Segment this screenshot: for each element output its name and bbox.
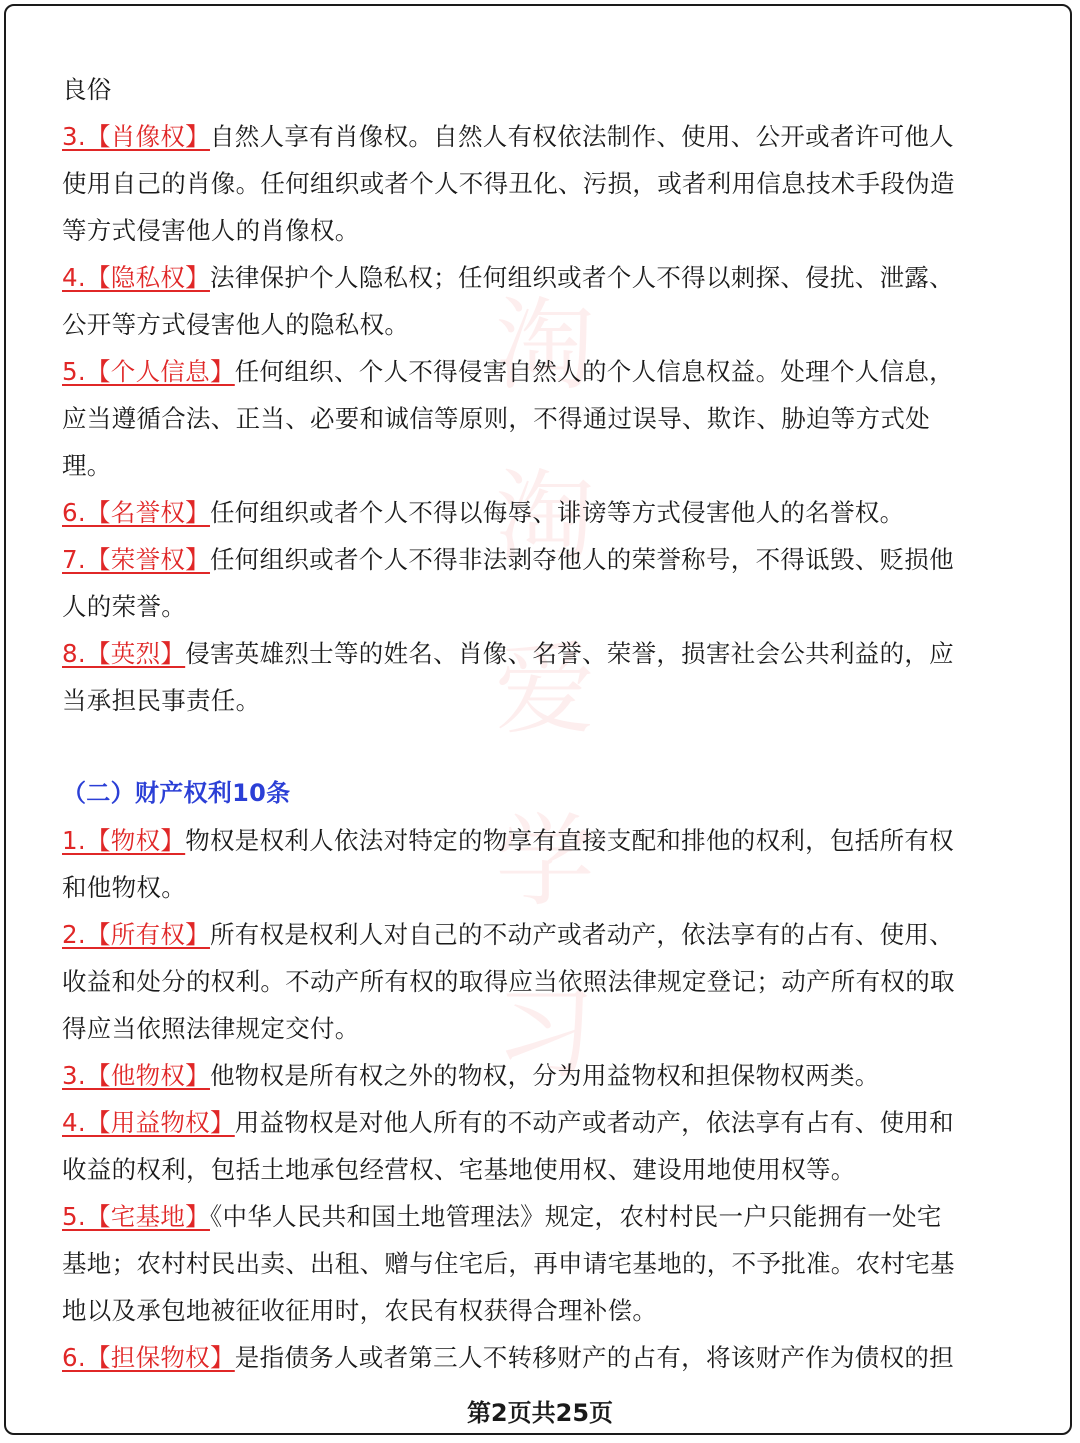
line-text: 侵害英雄烈士等的姓名、肖像、名誉、荣誉，损害社会公共利益的，应 — [185, 639, 954, 668]
text-line — [62, 1287, 1012, 1334]
line-text: 良俗 — [62, 75, 112, 104]
section-heading: （二）财产权利10条 — [62, 779, 291, 807]
term-label: 7.【荣誉权】 — [62, 545, 210, 574]
document-body — [62, 66, 1012, 1381]
line-text: 和他物权。 — [62, 873, 186, 902]
text-line — [62, 160, 1012, 207]
term-label: 4.【隐私权】 — [62, 263, 210, 292]
text-line — [62, 1005, 1012, 1052]
line-text: 他物权是所有权之外的物权，分为用益物权和担保物权两类。 — [209, 1061, 880, 1090]
text-line — [62, 207, 1012, 254]
watermark-char: 学 — [495, 803, 595, 920]
text-line — [62, 442, 1012, 489]
text-line — [62, 1146, 1012, 1193]
text-line — [62, 911, 1012, 958]
text-line — [62, 395, 1012, 442]
term-label: 5.【宅基地】 — [62, 1202, 210, 1231]
text-line — [62, 1099, 1012, 1146]
term-label: 8.【英烈】 — [62, 639, 186, 668]
line-text: 是指债务人或者第三人不转移财产的占有，将该财产作为债权的担 — [234, 1343, 954, 1372]
term-label: 5.【个人信息】 — [62, 357, 235, 386]
text-line — [62, 348, 1012, 395]
section-spacer — [62, 724, 1012, 770]
line-text: 法律保护个人隐私权；任何组织或者个人不得以刺探、侵扰、泄露、 — [209, 263, 954, 292]
text-line — [62, 66, 1012, 113]
line-text: 物权是权利人依法对特定的物享有直接支配和排他的权利，包括所有权 — [185, 826, 954, 855]
line-text: 当承担民事责任。 — [62, 686, 261, 715]
line-text: 使用自己的肖像。任何组织或者个人不得丑化、污损，或者利用信息技术手段伪造 — [62, 169, 955, 198]
page-number: 第2页共25页 — [466, 1399, 614, 1427]
text-line — [62, 254, 1012, 301]
term-label: 1.【物权】 — [62, 826, 186, 855]
text-line — [62, 817, 1012, 864]
term-label: 4.【用益物权】 — [62, 1108, 235, 1137]
line-text: 所有权是权利人对自己的不动产或者动产，依法享有的占有、使用、 — [209, 920, 954, 949]
term-label: 6.【名誉权】 — [62, 498, 210, 527]
text-line — [62, 583, 1012, 630]
line-text: 收益和处分的权利。不动产所有权的取得应当依照法律规定登记；动产所有权的取 — [62, 967, 955, 996]
text-line — [62, 958, 1012, 1005]
line-text: 用益物权是对他人所有的不动产或者动产，依法享有占有、使用和 — [234, 1108, 954, 1137]
line-text: 人的荣誉。 — [62, 592, 186, 621]
text-line — [62, 630, 1012, 677]
text-line — [62, 1240, 1012, 1287]
text-line — [62, 113, 1012, 160]
text-line — [62, 536, 1012, 583]
watermark-char: 习 — [495, 975, 595, 1092]
line-text: 自然人享有肖像权。自然人有权依法制作、使用、公开或者许可他人 — [209, 122, 954, 151]
text-line — [62, 677, 1012, 724]
text-line — [62, 1334, 1012, 1381]
line-text: 公开等方式侵害他人的隐私权。 — [62, 310, 410, 339]
term-label: 2.【所有权】 — [62, 920, 210, 949]
line-text: 基地；农村村民出卖、出租、赠与住宅后，再申请宅基地的，不予批准。农村宅基 — [62, 1249, 955, 1278]
line-text: 得应当依照法律规定交付。 — [62, 1014, 360, 1043]
line-text: 任何组织或者个人不得非法剥夺他人的荣誉称号，不得诋毁、贬损他 — [209, 545, 954, 574]
text-line — [62, 1193, 1012, 1240]
line-text: 等方式侵害他人的肖像权。 — [62, 216, 360, 245]
line-text: 任何组织或者个人不得以侮辱、诽谤等方式侵害他人的名誉权。 — [209, 498, 905, 527]
text-line — [62, 489, 1012, 536]
watermark-char: 爱 — [495, 631, 595, 748]
line-text: 《中华人民共和国土地管理法》规定，农村村民一户只能拥有一处宅 — [209, 1202, 942, 1231]
line-text: 任何组织、个人不得侵害自然人的个人信息权益。处理个人信息， — [234, 357, 954, 386]
watermark-char: 淘 — [495, 287, 595, 404]
text-line — [62, 864, 1012, 911]
line-text: 理。 — [62, 451, 112, 480]
text-line — [62, 1052, 1012, 1099]
term-label: 6.【担保物权】 — [62, 1343, 235, 1372]
line-text: 应当遵循合法、正当、必要和诚信等原则，不得通过误导、欺诈、胁迫等方式处 — [62, 404, 930, 433]
text-line — [62, 301, 1012, 348]
line-text: 收益的权利，包括土地承包经营权、宅基地使用权、建设用地使用权等。 — [62, 1155, 856, 1184]
line-text: 地以及承包地被征收征用时，农民有权获得合理补偿。 — [62, 1296, 658, 1325]
watermark-char: 淘 — [495, 459, 595, 576]
term-label: 3.【肖像权】 — [62, 122, 210, 151]
term-label: 3.【他物权】 — [62, 1061, 210, 1090]
